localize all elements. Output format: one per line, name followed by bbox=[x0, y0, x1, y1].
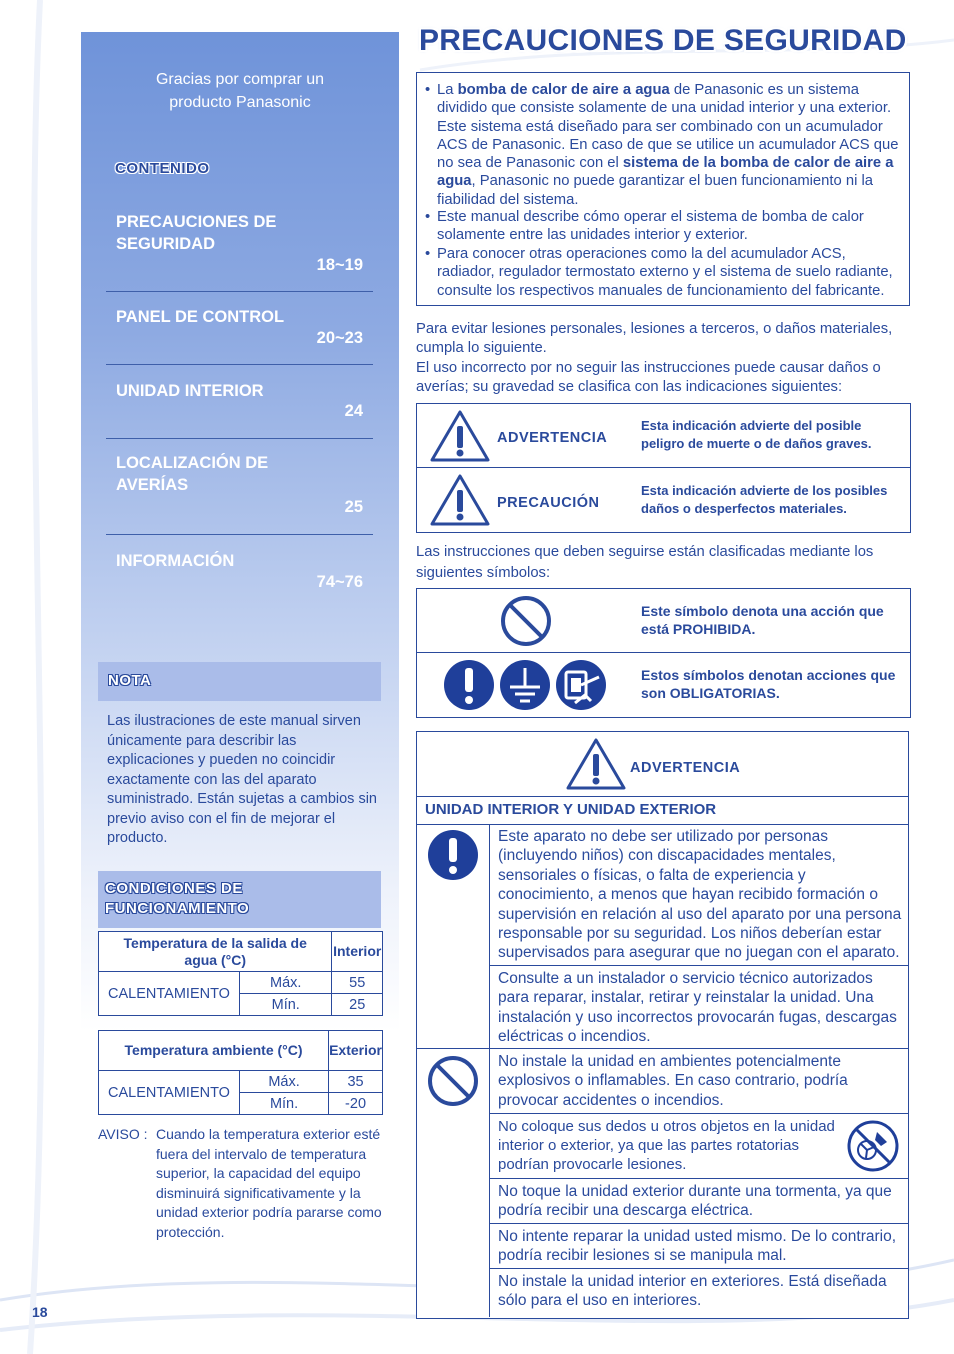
symbol-description: Estos símbolos denotan acciones que son OBLIGATORIAS. bbox=[641, 667, 896, 701]
conditions-heading bbox=[98, 871, 381, 928]
prohibited-icon bbox=[426, 1054, 480, 1108]
table-min-label: Mín. bbox=[240, 1093, 329, 1115]
warning-row-text: No coloque sus dedos u otros objetos en la unidad interior o exterior, ya que las partes rotatorias podrían provocarle lesiones. bbox=[498, 1118, 835, 1173]
warning-row bbox=[490, 1114, 908, 1179]
toc-item-title: PANEL DE CONTROL bbox=[116, 308, 285, 326]
warning-row-text: No instale la unidad interior en exteriores. Está diseñada sólo para el uso en interiores. bbox=[498, 1273, 887, 1310]
warning-row bbox=[490, 824, 908, 966]
warning-box bbox=[416, 731, 909, 1319]
toc-item-page: 20~23 bbox=[316, 329, 363, 347]
level-row-precaucion bbox=[417, 468, 910, 531]
warning-row bbox=[490, 1179, 908, 1224]
table-mode: CALENTAMIENTO bbox=[99, 972, 240, 1016]
warning-row-text: Este aparato no debe ser utilizado por personas (incluyendo niños) con discapacidades mentales, sensoriales o físicas, o falta de experiencia y conocimiento, a menos que hayan recibido formación o supervisión en relación al uso del aparato por una persona responsable por su seguridad. Los niños deberían estar supervisados para asegurar que no juegan con el aparato. bbox=[498, 828, 902, 962]
bullet-text: Este manual describe cómo operar el sistema de bomba de calor solamente entre las unidades interior y exterior. bbox=[437, 209, 864, 244]
table-col-header: Interior bbox=[332, 932, 383, 972]
table-col-header: Exterior bbox=[329, 1031, 383, 1071]
toc-item-title: UNIDAD INTERIOR bbox=[116, 382, 264, 400]
level-row-advertencia bbox=[417, 404, 910, 468]
toc-item-page: 24 bbox=[344, 402, 363, 420]
mandatory-exclamation-icon bbox=[427, 829, 479, 881]
symbol-row-mandatory bbox=[417, 653, 910, 716]
intro-paragraph: Para evitar lesiones personales, lesiones a terceros, o daños materiales, cumpla lo siguiente. bbox=[416, 321, 893, 356]
warning-row-text: No toque la unidad exterior durante una tormenta, ya que podría recibir una descarga eléctrica. bbox=[498, 1183, 892, 1220]
table-header: Temperatura ambiente (°C) bbox=[99, 1031, 329, 1071]
severity-levels-box bbox=[416, 403, 911, 533]
toc-item-averias[interactable] bbox=[106, 439, 373, 535]
table-max-value: 35 bbox=[329, 1071, 383, 1093]
warning-row bbox=[490, 966, 908, 1049]
nota-text: Las ilustraciones de este manual sirven únicamente para describir las explicaciones y pueden no coincidir exactamente con las del aparato suministrado. Están sujetas a cambios sin previo aviso con el fin de mejorar el producto. bbox=[107, 713, 377, 846]
prohibited-icon bbox=[499, 594, 553, 648]
table-header: Temperatura de la salida de agua (°C) bbox=[99, 932, 332, 972]
nota-heading bbox=[98, 662, 381, 701]
table-mode: CALENTAMIENTO bbox=[99, 1071, 240, 1115]
intro-box bbox=[416, 72, 910, 306]
toc-item-title: PRECAUCIONES DE SEGURIDAD bbox=[116, 213, 277, 253]
toc-item-page: 18~19 bbox=[316, 256, 363, 274]
sidebar bbox=[81, 32, 399, 1272]
toc-item-title: INFORMACIÓN bbox=[116, 552, 235, 570]
warning-row-text: No intente reparar la unidad usted mismo. De lo contrario, podría recibir lesiones si se manipula mal. bbox=[498, 1228, 897, 1265]
icon-column-separator bbox=[417, 1048, 489, 1049]
conditions-title: CONDICIONES DE FUNCIONAMIENTO bbox=[105, 880, 250, 917]
bullet-text: La bomba de calor de aire a agua de Panasonic es un sistema dividido que consiste solamente de una unidad interior y una exterior. Este sistema está diseñado para ser combinado con un acumulador ACS de Panasonic. En caso de que se utilice un acumulador ACS que no sea de Panasonic con el sistema de la bomba de calor de aire a agua, Panasonic no puede garantizar el buen funcionamiento ni la fiabilidad del sistema. bbox=[437, 82, 899, 208]
table-max-label: Máx. bbox=[240, 972, 332, 994]
toc-item-page: 25 bbox=[344, 498, 363, 516]
level-description: Esta indicación advierte del posible peligro de muerte o de daños graves. bbox=[641, 418, 872, 451]
symbol-row-prohibited bbox=[417, 589, 910, 653]
contents-title: CONTENIDO bbox=[115, 160, 210, 177]
toc-item-page: 74~76 bbox=[316, 573, 363, 591]
warning-row-text: No instale la unidad en ambientes potencialmente explosivos o inflamables. En caso contrario, podría provocar accidentes o incendios. bbox=[498, 1053, 848, 1109]
aviso-label: AVISO : bbox=[98, 1126, 148, 1142]
warning-triangle-icon bbox=[565, 737, 627, 791]
plug-icon bbox=[555, 659, 607, 711]
bullet-dot: • bbox=[425, 246, 431, 262]
toc-item-panel[interactable] bbox=[106, 292, 373, 365]
table-max-value: 55 bbox=[332, 972, 383, 994]
toc-item-unidad-interior[interactable] bbox=[106, 365, 373, 439]
intro-paragraph: El uso incorrecto por no seguir las instrucciones puede causar daños o averías; su gravedad se clasifica con las indicaciones siguientes: bbox=[416, 360, 881, 395]
toc-item-precauciones[interactable] bbox=[106, 208, 373, 292]
page-number: 18 bbox=[32, 1304, 48, 1320]
table-min-value: 25 bbox=[332, 994, 383, 1016]
level-description: Esta indicación advierte de los posibles daños o desperfectos materiales. bbox=[641, 483, 888, 516]
no-touch-fan-icon bbox=[847, 1120, 899, 1172]
warning-row bbox=[490, 1269, 908, 1317]
ambient-temp-table bbox=[98, 1030, 383, 1115]
table-min-label: Mín. bbox=[240, 994, 332, 1016]
table-min-value: -20 bbox=[329, 1093, 383, 1115]
toc-item-informacion[interactable] bbox=[106, 535, 373, 611]
level-name: PRECAUCIÓN bbox=[497, 495, 600, 511]
bullet-text: Para conocer otras operaciones como la del acumulador ACS, radiador, regulador termostato externo y el sistema de suelo radiante, consulte los respectivos manuales de funcionamiento del fabricante. bbox=[437, 246, 893, 299]
ground-icon bbox=[499, 659, 551, 711]
symbols-box bbox=[416, 588, 911, 718]
warning-title: ADVERTENCIA bbox=[630, 760, 741, 776]
warning-row bbox=[490, 1224, 908, 1269]
symbol-description: Este símbolo denota una acción que está PROHIBIDA. bbox=[641, 603, 884, 637]
page-title: PRECAUCIONES DE SEGURIDAD bbox=[419, 24, 907, 57]
mandatory-exclamation-icon bbox=[443, 659, 495, 711]
warning-subtitle-text: UNIDAD INTERIOR Y UNIDAD EXTERIOR bbox=[425, 801, 717, 818]
warning-triangle-icon bbox=[429, 473, 491, 527]
toc-item-title: LOCALIZACIÓN DE AVERÍAS bbox=[116, 454, 269, 494]
warning-triangle-icon bbox=[429, 409, 491, 463]
symbols-paragraph: Las instrucciones que deben seguirse están clasificadas mediante los siguientes símbolos: bbox=[416, 544, 874, 581]
aviso-text: Cuando la temperatura exterior esté fuera del intervalo de temperatura superior, la capacidad del equipo disminuirá significativamente y la unidad exterior podría pararse como protección. bbox=[156, 1126, 382, 1240]
level-name: ADVERTENCIA bbox=[497, 430, 608, 446]
bullet-dot: • bbox=[425, 209, 431, 225]
table-max-label: Máx. bbox=[240, 1071, 329, 1093]
water-temp-table bbox=[98, 931, 383, 1016]
thanks-text: Gracias por comprar un producto Panasonic bbox=[155, 71, 325, 111]
bullet-dot: • bbox=[425, 82, 431, 98]
warning-row-text: Consulte a un instalador o servicio técnico autorizados para reparar, instalar, retirar y reinstalar la unidad. Una instalación y uso incorrectos provocarán fugas, descargas eléctricas o incendios. bbox=[498, 970, 897, 1046]
warning-row bbox=[490, 1049, 908, 1114]
nota-title: NOTA bbox=[108, 672, 152, 689]
warning-subtitle bbox=[417, 796, 908, 825]
